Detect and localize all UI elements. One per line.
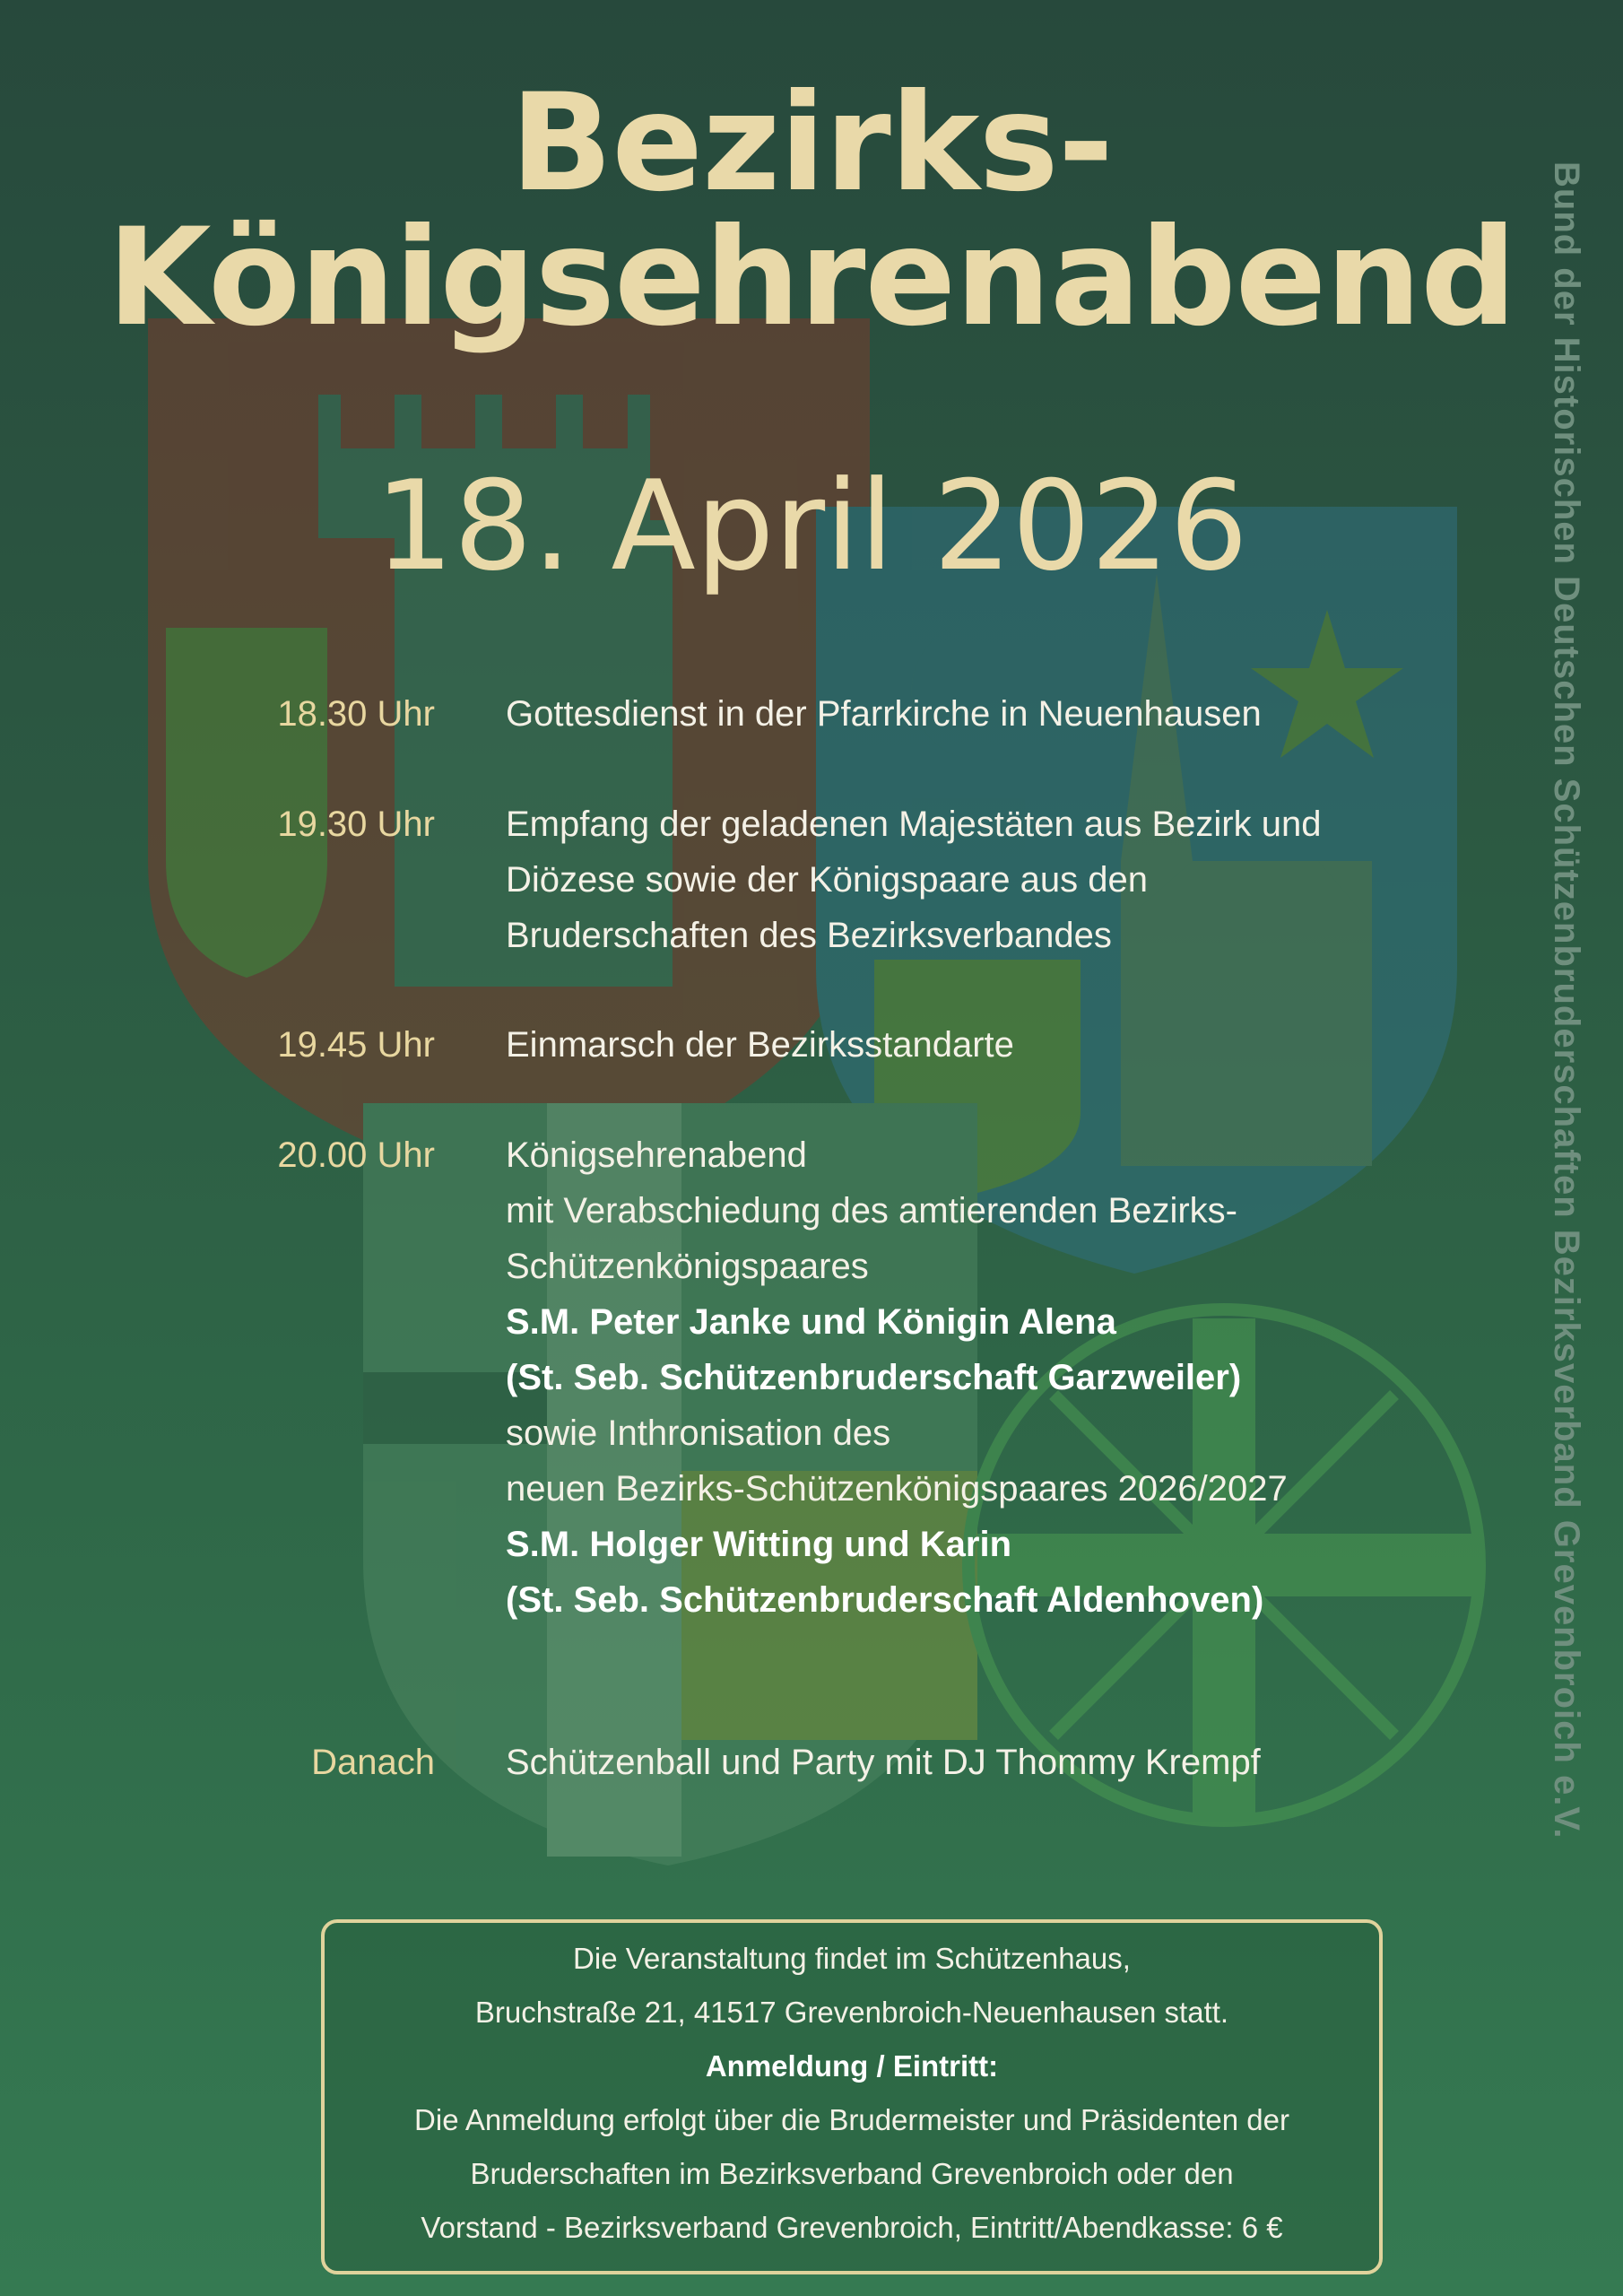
schedule-line: Empfang der geladenen Majestäten aus Bezirk und: [506, 804, 1322, 844]
schedule-line: Schützenball und Party mit DJ Thommy Krempf: [506, 1743, 1261, 1782]
schedule-line: sowie Inthronisation des: [506, 1413, 891, 1453]
schedule-text: [506, 1017, 1492, 1073]
event-title: [0, 65, 1623, 356]
outgoing-brotherhood: (St. Seb. Schützenbruderschaft Garzweiler): [506, 1358, 1242, 1397]
schedule-text: [506, 686, 1492, 742]
schedule-text: [506, 1735, 1492, 1790]
schedule-text: [506, 796, 1492, 963]
schedule-time: 19.30 Uhr: [277, 804, 435, 844]
new-royal-couple: S.M. Holger Witting und Karin: [506, 1525, 1012, 1564]
schedule-line: neuen Bezirks-Schützenkönigspaares 2026/2027: [506, 1469, 1288, 1509]
schedule-time: 19.45 Uhr: [277, 1025, 435, 1065]
schedule-time: 20.00 Uhr: [277, 1135, 435, 1175]
registration-line: Bruderschaften im Bezirksverband Grevenbroich oder den: [470, 2157, 1234, 2190]
event-date: 18. April 2026: [375, 454, 1248, 598]
schedule-line: Schützenkönigspaares: [506, 1247, 869, 1286]
registration-heading: Anmeldung / Eintritt:: [705, 2049, 999, 2083]
venue-info-box: [321, 1919, 1383, 2274]
schedule-text: [506, 1127, 1492, 1628]
schedule-line: Diözese sowie der Königspaare aus den: [506, 860, 1148, 900]
schedule-line: Königsehrenabend: [506, 1135, 807, 1175]
schedule-line: mit Verabschiedung des amtierenden Bezirks-: [506, 1191, 1237, 1231]
new-brotherhood: (St. Seb. Schützenbruderschaft Aldenhoven): [506, 1580, 1264, 1620]
schedule-time: Danach: [311, 1743, 435, 1782]
title-line-2: Königsehrenabend: [107, 200, 1516, 356]
outgoing-royal-couple: S.M. Peter Janke und Königin Alena: [506, 1302, 1116, 1342]
title-line-1: Bezirks-: [509, 65, 1114, 222]
venue-address: Bruchstraße 21, 41517 Grevenbroich-Neuenhausen statt.: [474, 1996, 1229, 2029]
schedule-line: Gottesdienst in der Pfarrkirche in Neuenhausen: [506, 694, 1262, 734]
schedule-line: Bruderschaften des Bezirksverbandes: [506, 916, 1112, 955]
organization-name: Bund der Historischen Deutschen Schützenbruderschaften Bezirksverband Grevenbroich e.V.: [1547, 161, 1586, 1839]
venue-line: Die Veranstaltung findet im Schützenhaus,: [573, 1942, 1131, 1975]
registration-line: Die Anmeldung erfolgt über die Brudermeister und Präsidenten der: [414, 2103, 1289, 2136]
schedule-time: 18.30 Uhr: [277, 694, 435, 734]
registration-line: Vorstand - Bezirksverband Grevenbroich, Eintritt/Abendkasse: 6 €: [421, 2211, 1283, 2244]
schedule-line: Einmarsch der Bezirksstandarte: [506, 1025, 1014, 1065]
